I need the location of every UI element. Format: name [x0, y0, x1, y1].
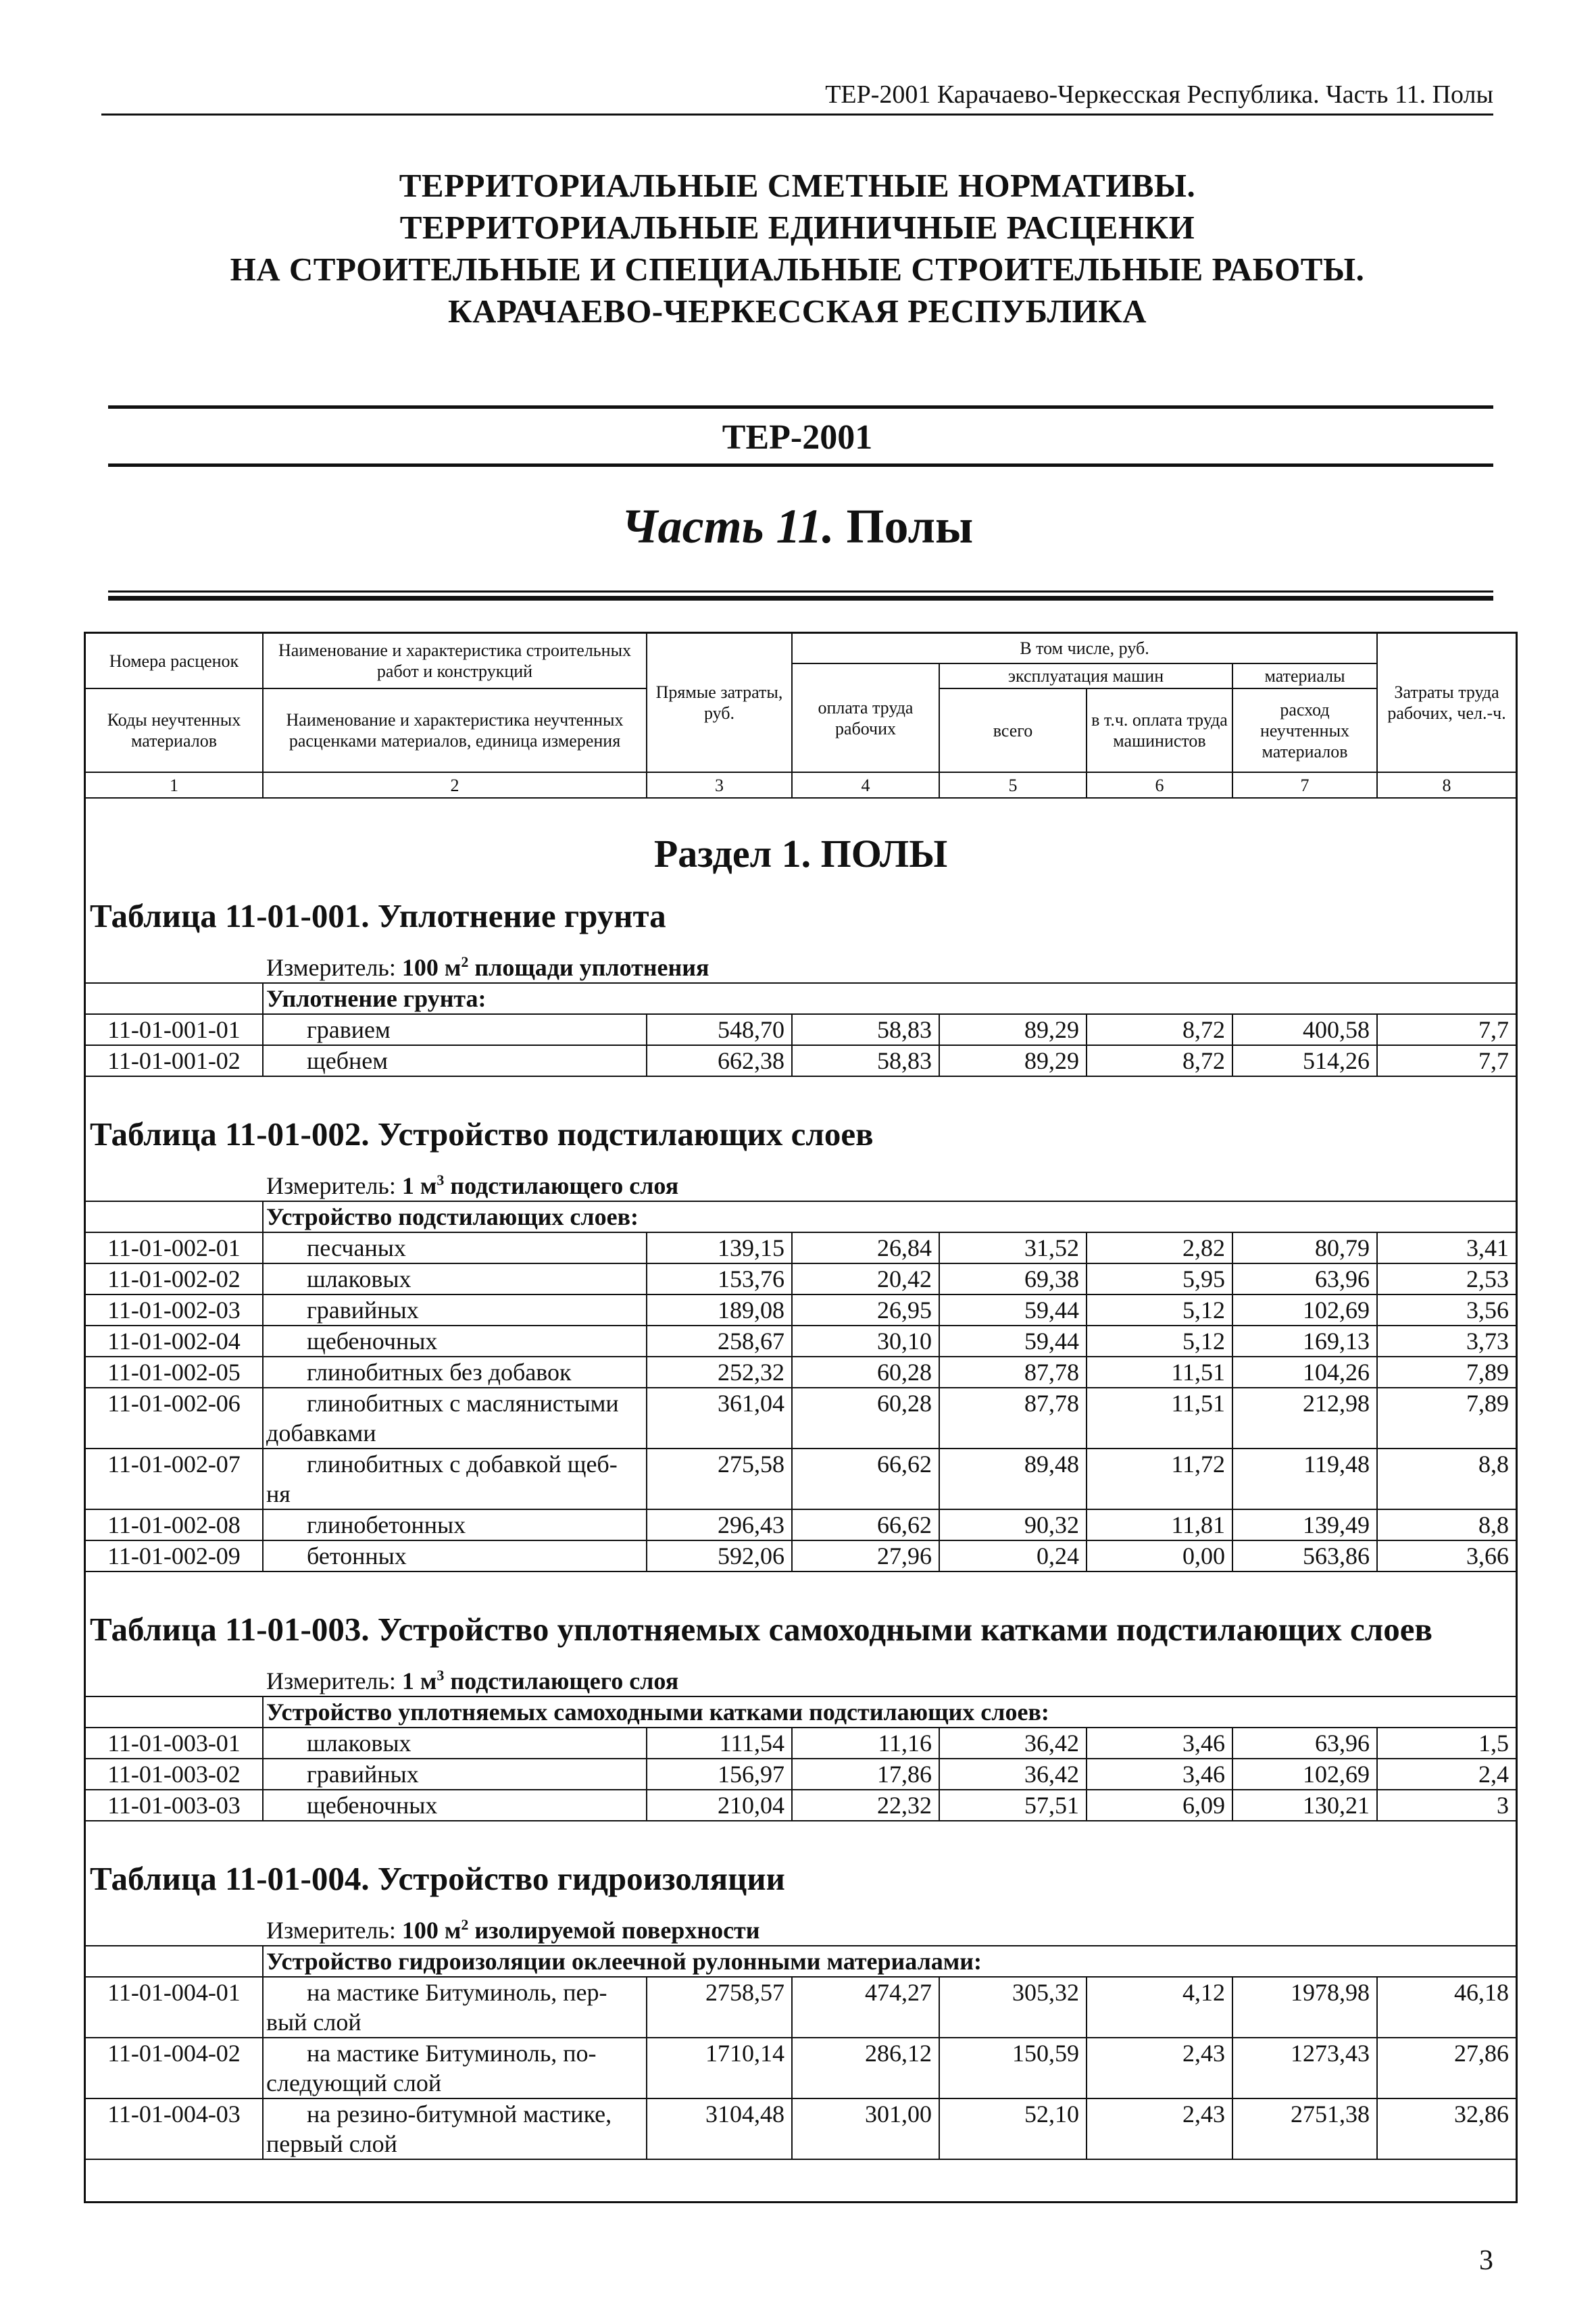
rate-code: 11-01-002-07 — [86, 1449, 263, 1509]
running-header: ТЕР-2001 Карачаево-Черкесская Республика. Часть 11. Полы — [101, 80, 1493, 116]
title-line-2: ТЕРРИТОРИАЛЬНЫЕ ЕДИНИЧНЫЕ РАСЦЕНКИ — [399, 209, 1195, 246]
rule-middle — [108, 463, 1493, 467]
measure-unit — [86, 1165, 1516, 1201]
materials-cell: 102,69 — [1232, 1759, 1377, 1790]
work-name: глинобитных без добавок — [263, 1357, 647, 1388]
machinists-pay-cell: 2,43 — [1087, 2038, 1232, 2098]
col-number: 5 — [939, 772, 1087, 798]
table-row — [86, 1232, 1516, 1263]
group-heading: Устройство уплотняемых самоходными катками подстилающих слоев: — [263, 1696, 1516, 1728]
header-material-codes: Коды неучтенных материалов — [86, 688, 263, 772]
materials-cell: 130,21 — [1232, 1790, 1377, 1821]
header-direct-costs: Прямые затраты, руб. — [647, 634, 792, 772]
table-row — [86, 1388, 1516, 1449]
direct-costs-cell: 296,43 — [647, 1509, 792, 1540]
title-line-1: ТЕРРИТОРИАЛЬНЫЕ СМЕТНЫЕ НОРМАТИВЫ. — [399, 167, 1196, 204]
rate-code: 11-01-004-01 — [86, 1977, 263, 2038]
table-title: Таблица 11-01-004. Устройство гидроизоляции — [90, 1860, 785, 1897]
page-number: 3 — [1479, 2245, 1493, 2276]
direct-costs-cell: 3104,48 — [647, 2098, 792, 2159]
machinists-pay-cell: 6,09 — [1087, 1790, 1232, 1821]
machines-cell: 89,29 — [939, 1014, 1087, 1045]
group-row — [86, 1696, 1516, 1728]
machinists-pay-cell: 4,12 — [1087, 1977, 1232, 2038]
col-number: 4 — [792, 772, 939, 798]
table-row — [86, 1759, 1516, 1790]
rate-table — [86, 982, 1516, 1077]
machinists-pay-cell: 11,81 — [1087, 1509, 1232, 1540]
header-materials-consumption: расход неучтенных материалов — [1232, 688, 1377, 772]
rate-table — [86, 1945, 1516, 2160]
rate-table — [86, 1201, 1516, 1572]
rate-code: 11-01-002-03 — [86, 1294, 263, 1326]
direct-costs-cell: 1710,14 — [647, 2038, 792, 2098]
labor-pay-cell: 66,62 — [792, 1449, 939, 1509]
machinists-pay-cell: 5,12 — [1087, 1326, 1232, 1357]
machinists-pay-cell: 3,46 — [1087, 1759, 1232, 1790]
materials-cell: 2751,38 — [1232, 2098, 1377, 2159]
title-line-3: НА СТРОИТЕЛЬНЫЕ И СПЕЦИАЛЬНЫЕ СТРОИТЕЛЬНЫЕ РАБОТЫ. — [230, 251, 1365, 288]
rule-double-1 — [108, 590, 1493, 593]
machinists-pay-cell: 11,72 — [1087, 1449, 1232, 1509]
materials-cell: 212,98 — [1232, 1388, 1377, 1449]
machines-cell: 36,42 — [939, 1759, 1087, 1790]
table-row — [86, 1977, 1516, 2038]
machinists-pay-cell: 8,72 — [1087, 1045, 1232, 1076]
machines-cell: 31,52 — [939, 1232, 1087, 1263]
measure-unit — [86, 1661, 1516, 1696]
labor-hours-cell: 1,5 — [1377, 1728, 1516, 1759]
labor-pay-cell: 301,00 — [792, 2098, 939, 2159]
materials-cell: 1273,43 — [1232, 2038, 1377, 2098]
machines-cell: 36,42 — [939, 1728, 1087, 1759]
header-machines-total: всего — [939, 688, 1087, 772]
direct-costs-cell: 361,04 — [647, 1388, 792, 1449]
header-materials: материалы — [1232, 663, 1377, 688]
col-number: 7 — [1232, 772, 1377, 798]
group-heading: Уплотнение грунта: — [263, 983, 1516, 1014]
rate-code: 11-01-003-03 — [86, 1790, 263, 1821]
work-name: шлаковых — [263, 1263, 647, 1294]
machines-cell: 57,51 — [939, 1790, 1087, 1821]
labor-hours-cell: 3,66 — [1377, 1540, 1516, 1571]
work-name: щебнем — [263, 1045, 647, 1076]
header-works-name: Наименование и характеристика строительных работ и конструкций — [263, 634, 647, 688]
materials-cell: 63,96 — [1232, 1263, 1377, 1294]
direct-costs-cell: 210,04 — [647, 1790, 792, 1821]
direct-costs-cell: 139,15 — [647, 1232, 792, 1263]
table-row — [86, 1014, 1516, 1045]
machines-cell: 87,78 — [939, 1357, 1087, 1388]
direct-costs-cell: 156,97 — [647, 1759, 792, 1790]
materials-cell: 63,96 — [1232, 1728, 1377, 1759]
rate-code: 11-01-003-01 — [86, 1728, 263, 1759]
direct-costs-cell: 548,70 — [647, 1014, 792, 1045]
table-header — [86, 634, 1516, 799]
header-labor-hours: Затраты труда рабочих, чел.-ч. — [1377, 634, 1516, 772]
col-number: 1 — [86, 772, 263, 798]
work-name: на мастике Битуминоль, пер- вый слой — [263, 1977, 647, 2038]
section-title: Раздел 1. ПОЛЫ — [653, 832, 948, 876]
part-title-name: Полы — [846, 499, 974, 553]
work-name: гравийных — [263, 1759, 647, 1790]
rate-code: 11-01-001-01 — [86, 1014, 263, 1045]
labor-pay-cell: 11,16 — [792, 1728, 939, 1759]
table-row — [86, 1263, 1516, 1294]
group-heading: Устройство подстилающих слоев: — [263, 1201, 1516, 1232]
labor-pay-cell: 27,96 — [792, 1540, 939, 1571]
rate-code: 11-01-004-03 — [86, 2098, 263, 2159]
table-row — [86, 1540, 1516, 1571]
measure-value: 100 $м^2$ изолируемой поверхности — [401, 1916, 760, 1944]
table-row — [86, 1509, 1516, 1540]
header-including: В том числе, руб. — [792, 634, 1377, 663]
labor-pay-cell: 286,12 — [792, 2038, 939, 2098]
table-row — [86, 2098, 1516, 2159]
machinists-pay-cell: 11,51 — [1087, 1388, 1232, 1449]
labor-hours-cell: 7,7 — [1377, 1045, 1516, 1076]
table-title: Таблица 11-01-001. Уплотнение грунта — [90, 897, 666, 934]
work-name: бетонных — [263, 1540, 647, 1571]
direct-costs-cell: 111,54 — [647, 1728, 792, 1759]
header-rate-numbers: Номера расценок — [86, 634, 263, 688]
work-name: гравийных — [263, 1294, 647, 1326]
machinists-pay-cell: 2,43 — [1087, 2098, 1232, 2159]
group-heading: Устройство гидроизоляции оклеечной рулонными материалами: — [263, 1946, 1516, 1977]
labor-hours-cell: 27,86 — [1377, 2038, 1516, 2098]
group-blank-cell — [86, 983, 263, 1014]
group-row — [86, 1201, 1516, 1232]
direct-costs-cell: 275,58 — [647, 1449, 792, 1509]
machinists-pay-cell: 0,00 — [1087, 1540, 1232, 1571]
work-name: глинобитных с добавкой щеб- ня — [263, 1449, 647, 1509]
col-number: 6 — [1087, 772, 1232, 798]
machines-cell: 87,78 — [939, 1388, 1087, 1449]
materials-cell: 80,79 — [1232, 1232, 1377, 1263]
measure-value: 1 $м^3$ подстилающего слоя — [401, 1667, 679, 1694]
table-row — [86, 1045, 1516, 1076]
group-row — [86, 983, 1516, 1014]
machinists-pay-cell: 5,95 — [1087, 1263, 1232, 1294]
rate-code: 11-01-004-02 — [86, 2038, 263, 2098]
measure-label: Измеритель: — [266, 1917, 396, 1944]
labor-pay-cell: 17,86 — [792, 1759, 939, 1790]
materials-cell: 119,48 — [1232, 1449, 1377, 1509]
rate-table-block — [86, 1859, 1516, 2160]
direct-costs-cell: 189,08 — [647, 1294, 792, 1326]
machinists-pay-cell: 5,12 — [1087, 1294, 1232, 1326]
work-name: на резино-битумной мастике, первый слой — [263, 2098, 647, 2159]
direct-costs-cell: 662,38 — [647, 1045, 792, 1076]
machines-cell: 0,24 — [939, 1540, 1087, 1571]
labor-hours-cell: 7,89 — [1377, 1357, 1516, 1388]
table-row — [86, 1790, 1516, 1821]
measure-label: Измеритель: — [266, 954, 396, 981]
machinists-pay-cell: 2,82 — [1087, 1232, 1232, 1263]
machines-cell: 69,38 — [939, 1263, 1087, 1294]
labor-pay-cell: 30,10 — [792, 1326, 939, 1357]
labor-pay-cell: 22,32 — [792, 1790, 939, 1821]
table-title: Таблица 11-01-003. Устройство уплотняемых самоходными катками подстилающих слоев — [90, 1611, 1432, 1648]
group-blank-cell — [86, 1201, 263, 1232]
direct-costs-cell: 592,06 — [647, 1540, 792, 1571]
rate-code: 11-01-002-09 — [86, 1540, 263, 1571]
table-row — [86, 1357, 1516, 1388]
machines-cell: 59,44 — [939, 1294, 1087, 1326]
labor-hours-cell: 3,41 — [1377, 1232, 1516, 1263]
labor-hours-cell: 7,89 — [1377, 1388, 1516, 1449]
materials-cell: 169,13 — [1232, 1326, 1377, 1357]
machines-cell: 89,29 — [939, 1045, 1087, 1076]
machinists-pay-cell: 8,72 — [1087, 1014, 1232, 1045]
labor-pay-cell: 20,42 — [792, 1263, 939, 1294]
rate-code: 11-01-002-04 — [86, 1326, 263, 1357]
rate-code: 11-01-002-05 — [86, 1357, 263, 1388]
work-name: шлаковых — [263, 1728, 647, 1759]
rule-double-2 — [108, 596, 1493, 601]
labor-hours-cell: 7,7 — [1377, 1014, 1516, 1045]
table-row — [86, 1449, 1516, 1509]
measure-unit — [86, 947, 1516, 982]
machinists-pay-cell: 3,46 — [1087, 1728, 1232, 1759]
machines-cell: 59,44 — [939, 1326, 1087, 1357]
labor-pay-cell: 66,62 — [792, 1509, 939, 1540]
work-name: щебеночных — [263, 1790, 647, 1821]
machines-cell: 305,32 — [939, 1977, 1087, 2038]
labor-pay-cell: 60,28 — [792, 1357, 939, 1388]
labor-hours-cell: 8,8 — [1377, 1449, 1516, 1509]
measure-label: Измеритель: — [266, 1172, 396, 1199]
materials-cell: 400,58 — [1232, 1014, 1377, 1045]
labor-pay-cell: 26,84 — [792, 1232, 939, 1263]
title-line-4: КАРАЧАЕВО-ЧЕРКЕССКАЯ РЕСПУБЛИКА — [447, 293, 1147, 330]
rate-table — [86, 1696, 1516, 1821]
ter-label: ТЕР-2001 — [722, 418, 873, 457]
labor-hours-cell: 32,86 — [1377, 2098, 1516, 2159]
machines-cell: 52,10 — [939, 2098, 1087, 2159]
work-name: глинобетонных — [263, 1509, 647, 1540]
direct-costs-cell: 252,32 — [647, 1357, 792, 1388]
direct-costs-cell: 153,76 — [647, 1263, 792, 1294]
work-name: песчаных — [263, 1232, 647, 1263]
work-name: на мастике Битуминоль, по- следующий слой — [263, 2038, 647, 2098]
rule-top — [108, 405, 1493, 409]
rate-code: 11-01-002-01 — [86, 1232, 263, 1263]
measure-label: Измеритель: — [266, 1667, 396, 1694]
table-row — [86, 1294, 1516, 1326]
labor-hours-cell: 2,4 — [1377, 1759, 1516, 1790]
materials-cell: 514,26 — [1232, 1045, 1377, 1076]
work-name: щебеночных — [263, 1326, 647, 1357]
machines-cell: 90,32 — [939, 1509, 1087, 1540]
group-blank-cell — [86, 1696, 263, 1728]
group-blank-cell — [86, 1946, 263, 1977]
header-machinists-pay: в т.ч. оплата труда машинистов — [1087, 688, 1232, 772]
labor-hours-cell: 8,8 — [1377, 1509, 1516, 1540]
machines-cell: 150,59 — [939, 2038, 1087, 2098]
machines-cell: 89,48 — [939, 1449, 1087, 1509]
header-materials-name: Наименование и характеристика неучтенных расценками материалов, единица измерения — [263, 688, 647, 772]
labor-hours-cell: 46,18 — [1377, 1977, 1516, 2038]
tables-container — [86, 897, 1516, 2160]
measure-value: 1 $м^3$ подстилающего слоя — [401, 1172, 679, 1199]
measure-unit — [86, 1910, 1516, 1945]
group-row — [86, 1946, 1516, 1977]
rate-code: 11-01-001-02 — [86, 1045, 263, 1076]
materials-cell: 1978,98 — [1232, 1977, 1377, 2038]
col-number: 8 — [1377, 772, 1516, 798]
materials-cell: 563,86 — [1232, 1540, 1377, 1571]
rate-code: 11-01-002-02 — [86, 1263, 263, 1294]
rates-table — [84, 632, 1518, 2203]
header-machines: эксплуатация машин — [939, 663, 1232, 688]
direct-costs-cell: 2758,57 — [647, 1977, 792, 2038]
labor-pay-cell: 58,83 — [792, 1014, 939, 1045]
measure-value: 100 $м^2$ площади уплотнения — [401, 953, 709, 981]
header-labor-pay: оплата труда рабочих — [792, 663, 939, 772]
materials-cell: 104,26 — [1232, 1357, 1377, 1388]
table-row — [86, 1728, 1516, 1759]
labor-pay-cell: 474,27 — [792, 1977, 939, 2038]
rate-code: 11-01-003-02 — [86, 1759, 263, 1790]
rate-table-block — [86, 1610, 1516, 1821]
labor-hours-cell: 3 — [1377, 1790, 1516, 1821]
materials-cell: 139,49 — [1232, 1509, 1377, 1540]
table-row — [86, 1326, 1516, 1357]
part-title — [101, 499, 1493, 555]
labor-hours-cell: 3,56 — [1377, 1294, 1516, 1326]
labor-hours-cell: 2,53 — [1377, 1263, 1516, 1294]
labor-hours-cell: 3,73 — [1377, 1326, 1516, 1357]
document-title — [101, 165, 1493, 332]
labor-pay-cell: 58,83 — [792, 1045, 939, 1076]
work-name: гравием — [263, 1014, 647, 1045]
part-title-number: Часть 11. — [621, 499, 834, 553]
work-name: глинобитных с маслянистыми добавками — [263, 1388, 647, 1449]
table-title: Таблица 11-01-002. Устройство подстилающих слоев — [90, 1115, 874, 1153]
rate-code: 11-01-002-06 — [86, 1388, 263, 1449]
rate-table-block — [86, 1115, 1516, 1572]
rate-table-block — [86, 897, 1516, 1077]
direct-costs-cell: 258,67 — [647, 1326, 792, 1357]
col-number: 3 — [647, 772, 792, 798]
rate-code: 11-01-002-08 — [86, 1509, 263, 1540]
col-number: 2 — [263, 772, 647, 798]
machinists-pay-cell: 11,51 — [1087, 1357, 1232, 1388]
labor-pay-cell: 60,28 — [792, 1388, 939, 1449]
table-row — [86, 2038, 1516, 2098]
materials-cell: 102,69 — [1232, 1294, 1377, 1326]
labor-pay-cell: 26,95 — [792, 1294, 939, 1326]
